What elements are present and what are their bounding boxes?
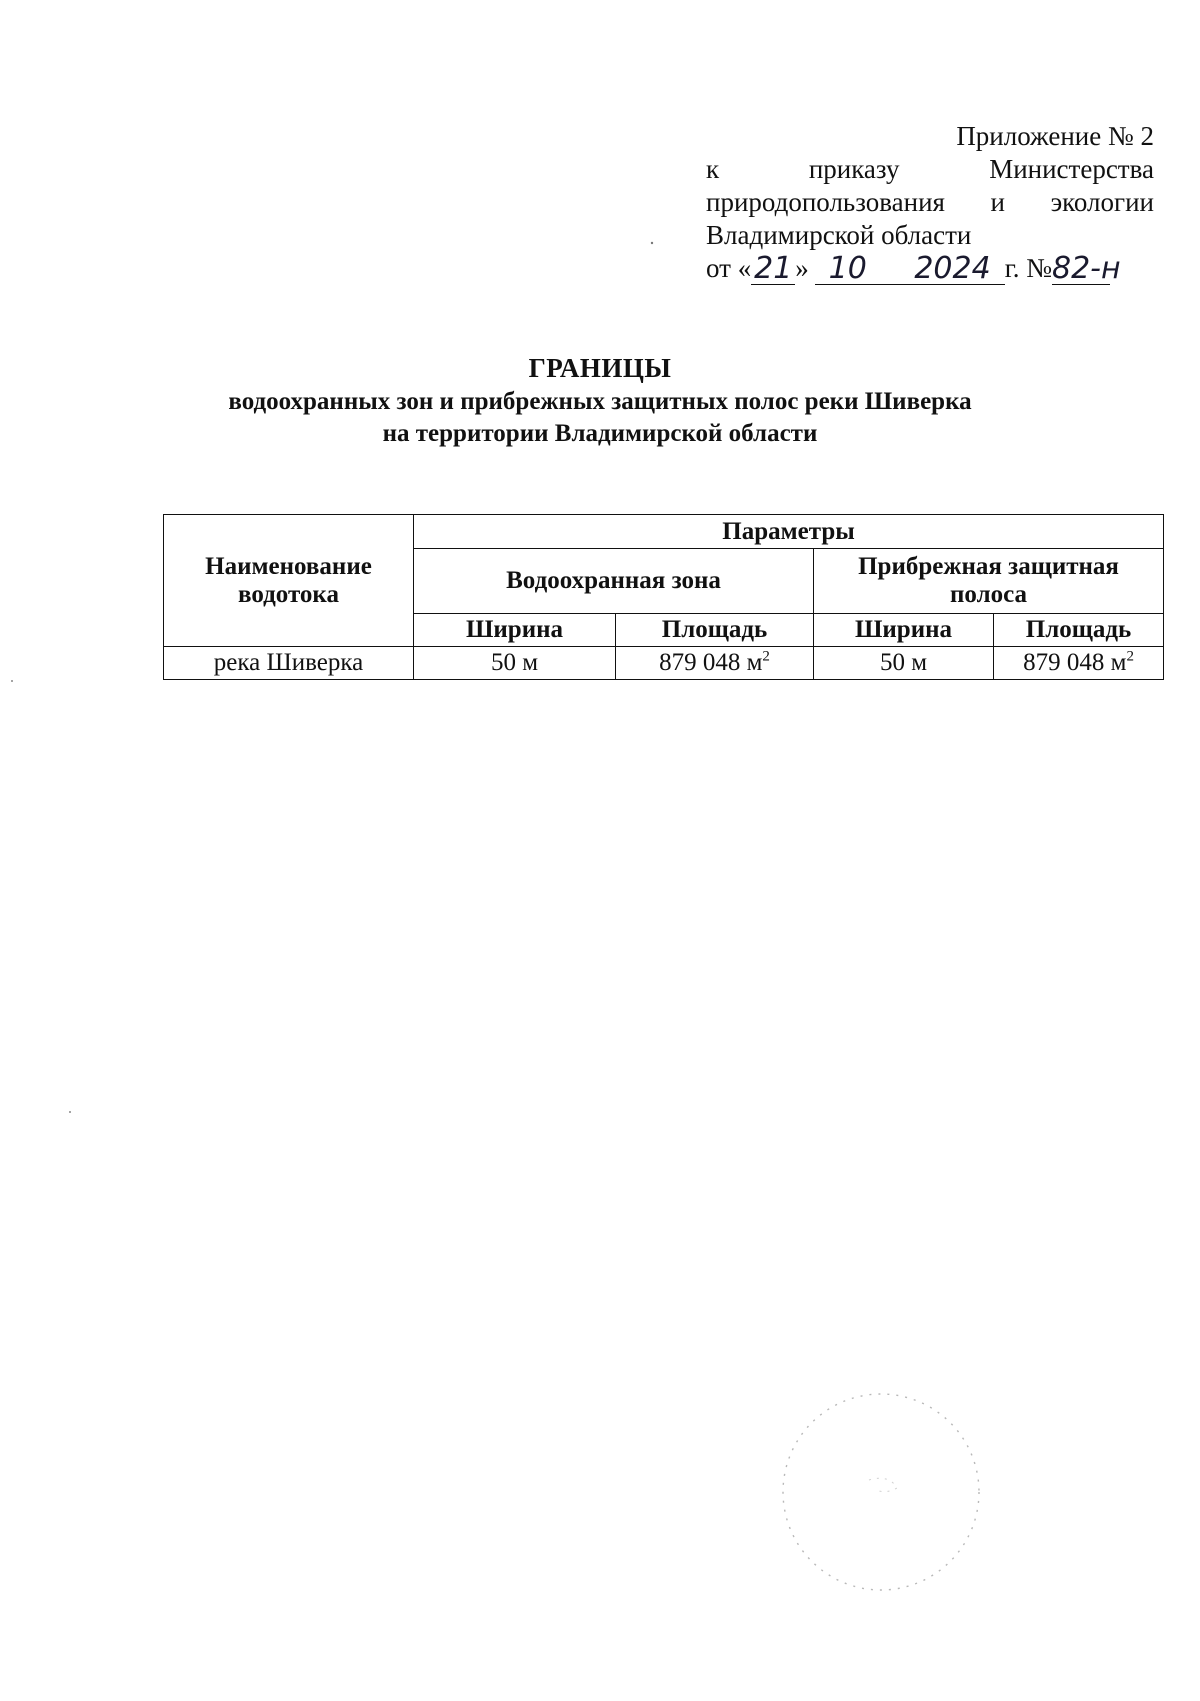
area-value: 879 048 м <box>1023 649 1127 676</box>
header-coastal-protective-strip: Прибрежная защитная полоса <box>814 549 1164 614</box>
header-water-protection-zone: Водоохранная зона <box>414 549 814 614</box>
date-mid: » <box>795 253 809 283</box>
cell-zone-width: 50 м <box>414 647 616 680</box>
header-watercourse-name: Наименование водотока <box>164 515 414 647</box>
header-zone-area: Площадь <box>616 614 814 647</box>
appendix-word: приказу <box>808 154 900 184</box>
appendix-word: и <box>990 187 1005 217</box>
header-parameters: Параметры <box>414 515 1164 549</box>
cell-zone-area <box>616 647 814 680</box>
boundaries-table <box>163 514 1164 680</box>
appendix-number: Приложение № 2 <box>956 121 1154 151</box>
table-row <box>164 647 1164 680</box>
table-header-row <box>164 515 1164 549</box>
title-subtitle-line2: на территории Владимирской области <box>382 420 818 447</box>
appendix-word: природопользования <box>706 187 945 217</box>
header-strip-area: Площадь <box>994 614 1164 647</box>
header-strip-width: Ширина <box>814 614 994 647</box>
handwritten-order-number: 82-н <box>1052 251 1121 286</box>
appendix-word: Министерства <box>989 154 1154 184</box>
year-suffix: г. № <box>1004 253 1052 283</box>
cell-watercourse-name: река Шиверка <box>164 647 414 680</box>
date-prefix: от « <box>706 253 752 283</box>
appendix-block <box>706 120 1154 285</box>
cell-strip-area <box>994 647 1164 680</box>
appendix-ministry-line <box>706 186 1154 219</box>
area-value: 879 048 м <box>659 649 763 676</box>
title-main: ГРАНИЦЫ <box>528 353 672 383</box>
handwritten-month: 10 <box>815 254 881 285</box>
faint-stamp-seal <box>774 1385 989 1600</box>
handwritten-year: 2024 <box>881 254 1005 285</box>
title-subtitle-line1: водоохранных зон и прибрежных защитных полос реки Шиверка <box>228 388 972 415</box>
document-title <box>0 352 1200 450</box>
appendix-word: экологии <box>1050 187 1154 217</box>
area-power: 2 <box>1126 648 1134 665</box>
appendix-region: Владимирской области <box>706 220 972 250</box>
appendix-order-line <box>706 153 1154 186</box>
header-zone-width: Ширина <box>414 614 616 647</box>
appendix-word: к <box>706 154 720 184</box>
area-power: 2 <box>762 648 770 665</box>
appendix-date-line <box>706 252 1154 285</box>
handwritten-day: 21 <box>751 254 795 285</box>
cell-strip-width: 50 м <box>814 647 994 680</box>
